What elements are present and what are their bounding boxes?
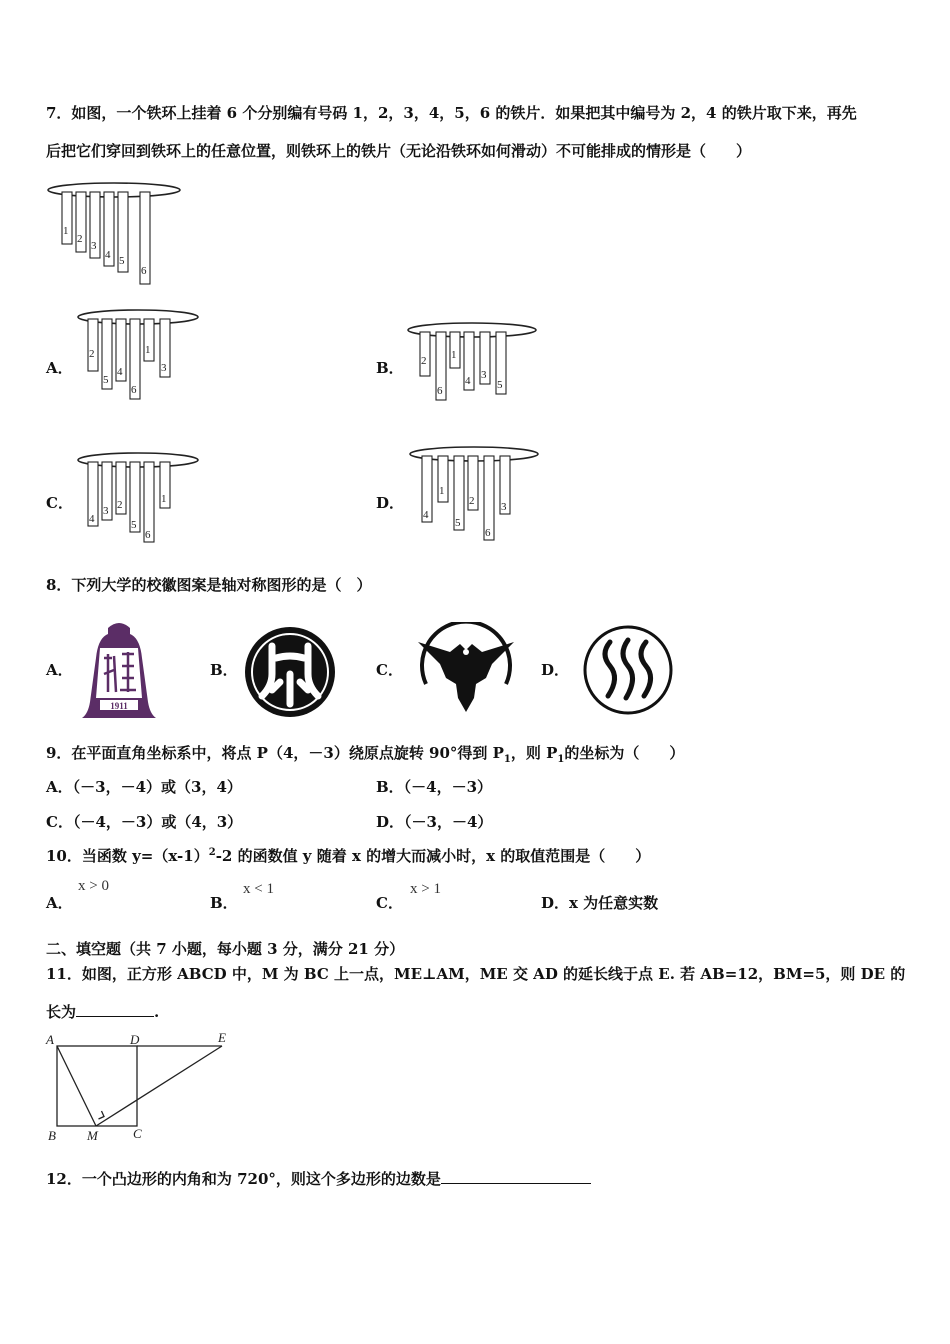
- svg-text:2: 2: [469, 495, 475, 507]
- q10-option-c-math: x > 1: [410, 881, 441, 897]
- q8-stem: 8．下列大学的校徽图案是轴对称图形的是（ ）: [46, 576, 372, 594]
- q7-main-label-5: 5: [119, 255, 125, 267]
- q11-label-c: C: [133, 1126, 142, 1141]
- q11-answer-blank[interactable]: [76, 1002, 154, 1017]
- q11-label-b: B: [48, 1128, 56, 1143]
- q7-main-label-3: 3: [91, 240, 97, 252]
- svg-text:1: 1: [161, 493, 167, 505]
- q11-label-e: E: [218, 1030, 226, 1045]
- q7-main-ring-figure: [46, 178, 186, 286]
- q11-square-figure: [44, 1028, 244, 1146]
- q10-option-a-math: x > 0: [78, 878, 109, 894]
- svg-text:4: 4: [423, 509, 429, 521]
- q9-option-c[interactable]: C．（－4，－3）或（4，3）: [46, 813, 243, 831]
- q8-option-c-emblem[interactable]: [414, 622, 518, 714]
- q9-option-b[interactable]: B．（－4，－3）: [376, 778, 493, 796]
- q7-option-a-label[interactable]: A．: [46, 359, 73, 377]
- q11-label-a: A: [46, 1032, 54, 1047]
- q8-emblem-year: 1911: [110, 701, 128, 711]
- q7-option-b-label[interactable]: B．: [376, 359, 404, 377]
- q10-stem: 10．当函数 $y=(x-1)^2-2$ 的函数值 y 随着 x 的增大而减小时，x 的取值范围是（ ）: [46, 847, 651, 865]
- q7-option-d-figure[interactable]: [408, 442, 544, 542]
- svg-text:2: 2: [117, 499, 123, 511]
- q9-stem: 9．在平面直角坐标系中，将点 P（4，－3）绕原点旋转 90°得到 $P_1$，则 $P_1$的坐标为（ ）: [46, 744, 685, 765]
- q10-option-a-label[interactable]: A．: [46, 894, 73, 912]
- svg-text:3: 3: [161, 362, 167, 374]
- q7-stem-line1: 7．如图，一个铁环上挂着 6 个分别编有号码 1，2，3，4，5，6 的铁片．如果把其中编号为 2，4 的铁片取下来，再先: [46, 104, 857, 122]
- svg-text:1: 1: [451, 349, 457, 361]
- q8-option-a-label[interactable]: A．: [46, 661, 73, 679]
- q10-option-d[interactable]: D．x 为任意实数: [541, 894, 659, 912]
- q10-option-c-label[interactable]: C．: [376, 894, 403, 912]
- q7-option-d-label[interactable]: D．: [376, 494, 405, 512]
- svg-text:6: 6: [437, 385, 443, 397]
- svg-text:2: 2: [421, 355, 427, 367]
- svg-text:4: 4: [117, 366, 123, 378]
- q10-option-b-label[interactable]: B．: [210, 894, 238, 912]
- q11-stem-line1: 11．如图，正方形 ABCD 中，M 为 BC 上一点，ME⊥AM，ME 交 AD 的延长线于点 E. 若 AB=12，BM=5，则 DE 的: [46, 965, 906, 983]
- q7-main-label-6: 6: [141, 265, 147, 277]
- q12-answer-blank[interactable]: [441, 1169, 591, 1184]
- q9-option-d[interactable]: D．（－3，－4）: [376, 813, 493, 831]
- q7-stem-line2: 后把它们穿回到铁环上的任意位置，则铁环上的铁片（无论沿铁环如何滑动）不可能排成的情形是（ ）: [46, 142, 752, 160]
- q8-option-c-label[interactable]: C．: [376, 661, 403, 679]
- svg-text:5: 5: [131, 519, 137, 531]
- q10-option-b-math: x < 1: [243, 881, 274, 897]
- q9-option-a[interactable]: A．（－3，－4）或（3，4）: [46, 778, 242, 796]
- q7-option-b-figure[interactable]: [406, 318, 542, 404]
- svg-text:3: 3: [103, 505, 109, 517]
- q7-option-c-label[interactable]: C．: [46, 494, 73, 512]
- q8-option-d-label[interactable]: D．: [541, 661, 570, 679]
- q7-main-label-1: 1: [63, 225, 69, 237]
- svg-text:5: 5: [497, 379, 503, 391]
- section-title: 二、填空题（共 7 小题，每小题 3 分，满分 21 分）: [46, 940, 405, 958]
- q7-main-label-4: 4: [105, 249, 111, 261]
- q7-option-c-figure[interactable]: [76, 448, 202, 544]
- q8-option-a-emblem[interactable]: [78, 618, 160, 722]
- svg-text:1: 1: [439, 485, 445, 497]
- svg-text:3: 3: [481, 369, 487, 381]
- svg-text:6: 6: [145, 529, 151, 541]
- q11-stem-line2: 长为 .: [46, 1003, 160, 1021]
- q7-option-a-figure[interactable]: [76, 305, 200, 401]
- svg-text:1: 1: [145, 344, 151, 356]
- q11-label-d: D: [130, 1032, 140, 1047]
- q8-option-b-label[interactable]: B．: [210, 661, 238, 679]
- svg-text:5: 5: [455, 517, 461, 529]
- q11-label-m: M: [87, 1128, 98, 1143]
- svg-text:6: 6: [131, 384, 137, 396]
- q7-main-label-2: 2: [77, 233, 83, 245]
- q8-option-d-emblem[interactable]: [580, 624, 676, 716]
- svg-text:5: 5: [103, 374, 109, 386]
- q8-option-b-emblem[interactable]: [242, 624, 338, 720]
- svg-text:4: 4: [89, 513, 95, 525]
- svg-text:6: 6: [485, 527, 491, 539]
- svg-text:2: 2: [89, 348, 95, 360]
- svg-text:3: 3: [501, 501, 507, 513]
- svg-text:4: 4: [465, 375, 471, 387]
- q12-stem: 12．一个凸边形的内角和为 720°，则这个多边形的边数是: [46, 1168, 591, 1189]
